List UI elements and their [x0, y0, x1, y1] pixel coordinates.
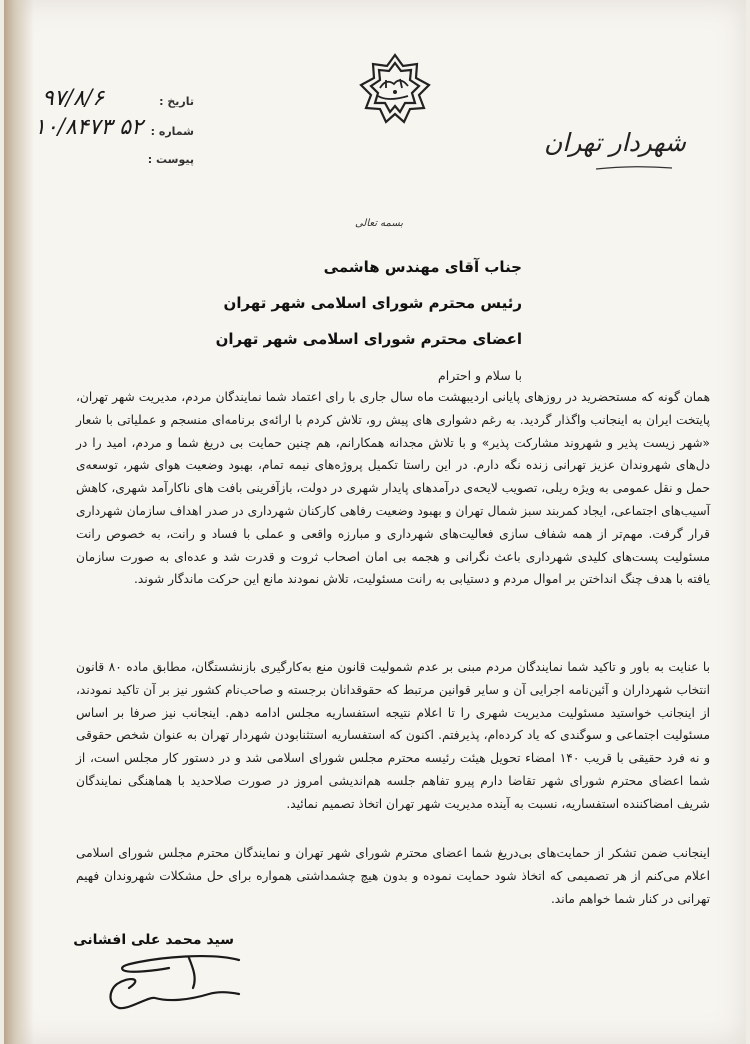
- salutation: با سلام و احترام: [438, 368, 522, 383]
- tehran-municipality-logo-icon: [356, 52, 434, 130]
- number-label: شماره :: [150, 125, 194, 138]
- date-value: ۹۷/۸/۶: [42, 86, 105, 111]
- letter-page: [4, 0, 746, 1044]
- body-paragraph-2: با عنایت به باور و تاکید شما نمایندگان مردم مبنی بر عدم شمولیت قانون منع به‌کارگیری بازنشستگان، مطابق ماده ۸۰ قانون انتخاب شهرداران و آئین‌نامه اجرایی آن و سایر قوانین مرتبط که حقوقدانان برجسته و صاحب‌نام کشور نیز بر آن تاکید نمودند، از اینجانب خواستید مسئولیت مدیریت شهری را تا اعلام نتیجه استفساریه مجلس ادامه دهم. اینجانب نیز صرفا بر اساس مسئولیت اجتماعی و سوگندی که یاد کرده‌ام، پذیرفتم. اکنون که استفساریه استثنابودن شهردار تهران به عنوان شخص حقوقی و نه فرد حقیقی با قریب ۱۴۰ امضاء تحویل هیئت رئیسه محترم مجلس شورای اسلامی شد و در دستور کار مجلس است، از شما اعضای محترم شورای شهر تقاضا دارم پیرو تفاهم جلسه هم‌اندیشی امروز در صورت صلاحدید با هماهنگی نمایندگان شریف امضاکننده استفساریه، نسبت به آینده مدیریت شهر تهران اتخاذ تصمیم نمائید.: [76, 660, 711, 811]
- recipient-line-2: رئیس محترم شورای اسلامی شهر تهران: [223, 294, 522, 312]
- recipient-line-3: اعضای محترم شورای اسلامی شهر تهران: [215, 330, 522, 348]
- bismillah: بسمه تعالی: [354, 218, 404, 229]
- signer-name: سید محمد علی افشانی: [73, 932, 234, 948]
- paper-edge-shadow: [4, 0, 34, 1044]
- recipient-line-1: جناب آقای مهندس هاشمی: [323, 258, 522, 276]
- number-value: ۱۰/۸۴۷۳ ۵۲: [34, 115, 143, 140]
- attachment-label: پیوست :: [147, 153, 194, 166]
- body-paragraph-3: اینجانب ضمن تشکر از حمایت‌های بی‌دریغ شما اعضای محترم شورای شهر تهران و نمایندگان محترم مجلس شورای اسلامی اعلام می‌کنم از هر تصمیمی که اتخاذ شود حمایت نموده و بدون هیچ چشمداشتی همواره برای حل مشکلات شهروندان فهیم تهرانی در کنار شما خواهم ماند.: [76, 846, 710, 906]
- body-paragraph-1: همان گونه که مستحضرید در روزهای پایانی اردیبهشت ماه سال جاری با رای اعتماد شما نمایندگان مردم، مدیریت شهر تهران، پایتخت ایران به اینجانب واگذار گردید. به رغم دشواری های پیش رو، تلاش کردم با ارائه‌ی برنامه‌ای منسجم و عملیاتی با شعار «شهر زیست پذیر و شهروند مشارکت پذیر» و با تلاش مجدانه همکارانم، هم چنین حمایت بی دریغ شما و مردم، امید را در دل‌های شهروندان عزیز تهرانی زنده نگه دارم. در این راستا تکمیل پروژه‌های نیمه تمام، بهبود وضعیت هوای شهر، توسعه‌ی حمل و نقل عمومی به ویژه ریلی، تصویب لایحه‌ی درآمدهای پایدار شهری در دولت، بازآفرینی بافت های ناکارآمد شهری، کاهش آسیب‌های اجتماعی، ایجاد کمربند سبز شمال تهران و بهبود وضعیت رفاهی کارکنان شهرداری در صدر اهداف سازمان شهرداری قرار گرفت. مهم‌تر از همه شفاف سازی فعالیت‌های شهرداری و مبارزه واقعی و عملی با فساد و رانت، به خصوص رانت مسئولیت پست‌های کلیدی شهرداری باعث نگرانی و هجمه بی امان اصحاب ثروت و قدرت شد و عده‌ای به صورت سازمان یافته با هدف چنگ انداختن بر اموال مردم و دستیابی به رانت مسئولیت، تلاش نمودند مانع این حرکت ماندگار شوند.: [76, 390, 710, 587]
- date-label: تاریخ :: [159, 95, 194, 108]
- letterhead-brand: شهردار تهران: [544, 128, 686, 157]
- brand-flourish-icon: [594, 164, 674, 172]
- handwritten-signature-icon: [89, 948, 249, 1018]
